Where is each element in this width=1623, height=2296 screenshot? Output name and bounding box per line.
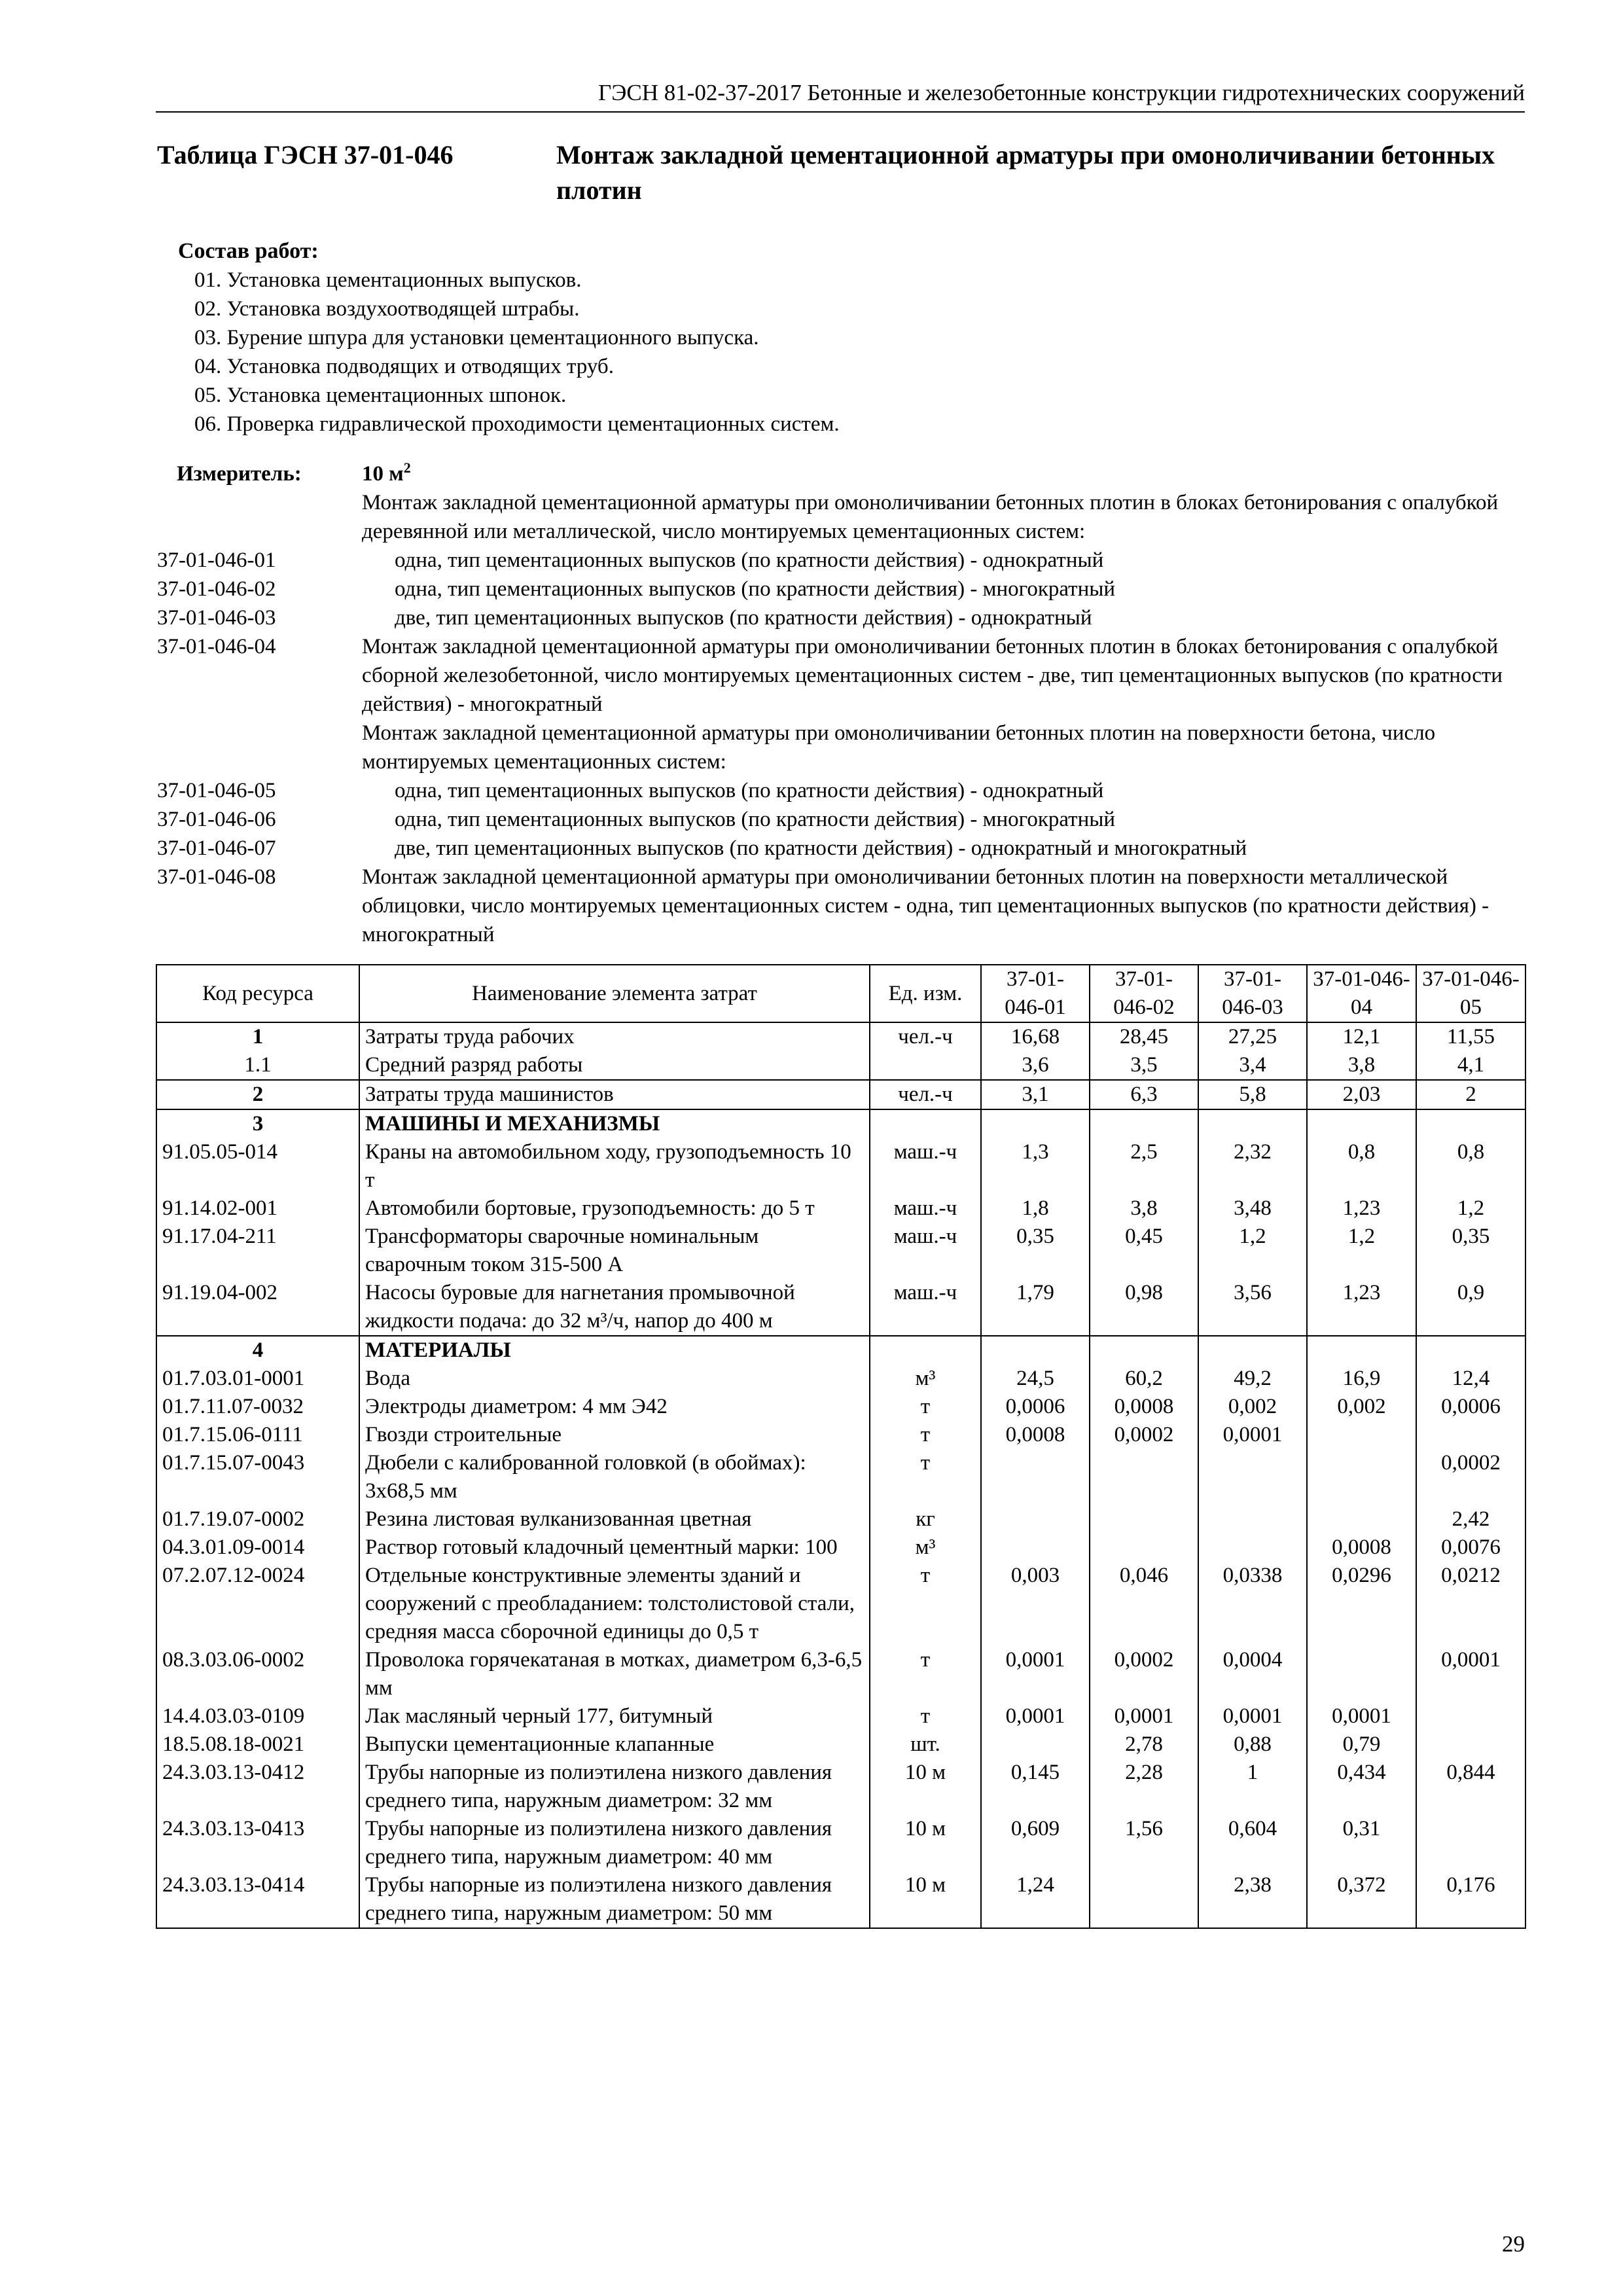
norm-value-04: 0,434 <box>1307 1759 1416 1815</box>
table-row <box>156 1731 1525 1759</box>
resource-unit: м³ <box>870 1365 981 1393</box>
norm-value-03: 2,38 <box>1198 1871 1307 1928</box>
norm-value-03: 1 <box>1198 1759 1307 1815</box>
norm-value-01: 0,003 <box>981 1562 1090 1646</box>
resource-code: 01.7.11.07-0032 <box>156 1393 359 1421</box>
resource-unit: маш.-ч <box>870 1223 981 1279</box>
resource-code: 1.1 <box>156 1051 359 1080</box>
resource-unit: т <box>870 1393 981 1421</box>
resource-name: Гвозди строительные <box>359 1421 870 1449</box>
norm-code: 37-01-046-01 <box>157 548 276 572</box>
table-body <box>156 1022 1525 1928</box>
norm-value-03 <box>1198 1534 1307 1562</box>
norm-description-row <box>157 834 1525 863</box>
norm-value-02 <box>1090 1449 1198 1505</box>
table-row <box>156 1505 1525 1534</box>
norm-value-01: 1,8 <box>981 1194 1090 1223</box>
resource-code: 01.7.19.07-0002 <box>156 1505 359 1534</box>
norm-value-01: 0,0001 <box>981 1702 1090 1731</box>
resource-code: 24.3.03.13-0412 <box>156 1759 359 1815</box>
table-row <box>156 1815 1525 1871</box>
resource-code: 01.7.15.07-0043 <box>156 1449 359 1505</box>
norm-value-05: 0,0006 <box>1416 1393 1525 1421</box>
header-code: Код ресурса <box>156 965 359 1022</box>
norm-value-02: 28,45 <box>1090 1022 1198 1051</box>
resource-code: 01.7.03.01-0001 <box>156 1365 359 1393</box>
work-composition-item: 06. Проверка гидравлической проходимости цементационных систем. <box>194 412 840 436</box>
norm-value-05: 0,0001 <box>1416 1646 1525 1702</box>
norm-value-05: 12,4 <box>1416 1365 1525 1393</box>
norm-code: 37-01-046-04 <box>157 635 276 658</box>
resource-name: Затраты труда рабочих <box>359 1022 870 1051</box>
norm-value-01: 0,0008 <box>981 1421 1090 1449</box>
resource-name: Вода <box>359 1365 870 1393</box>
norm-value-04 <box>1307 1505 1416 1534</box>
resource-unit <box>870 1051 981 1080</box>
norm-value-04: 1,2 <box>1307 1223 1416 1279</box>
table-row <box>156 1223 1525 1279</box>
table-row <box>156 1051 1525 1080</box>
norm-code: 37-01-046-03 <box>157 606 276 630</box>
resource-unit: т <box>870 1702 981 1731</box>
norm-description-text: Монтаж закладной цементационной арматуры при омоноличивании бетонных плотин в блоках бетонирования с опалубкой сборной железобетонной, число монтируемых цементационных систем - две, тип цементационных выпусков (по кратности действия) - многократный <box>362 635 1503 716</box>
table-row <box>156 1449 1525 1505</box>
norm-value-03: 0,0338 <box>1198 1562 1307 1646</box>
resource-code: 91.05.05-014 <box>156 1138 359 1194</box>
resource-name: Выпуски цементационные клапанные <box>359 1731 870 1759</box>
norm-value-01: 1,79 <box>981 1279 1090 1336</box>
norm-value-04: 3,8 <box>1307 1051 1416 1080</box>
norm-description-row <box>157 603 1525 632</box>
norm-value-02 <box>1090 1505 1198 1534</box>
norm-value-04: 1,23 <box>1307 1194 1416 1223</box>
norm-value-01 <box>981 1336 1090 1365</box>
norm-value-03: 2,32 <box>1198 1138 1307 1194</box>
norm-value-05: 0,176 <box>1416 1871 1525 1928</box>
table-row <box>156 1138 1525 1194</box>
norm-value-01 <box>981 1534 1090 1562</box>
norm-value-04: 0,0008 <box>1307 1534 1416 1562</box>
table-title: Таблица ГЭСН 37-01-046 <box>157 140 454 170</box>
norm-value-04: 1,23 <box>1307 1279 1416 1336</box>
table-row <box>156 1194 1525 1223</box>
norm-value-02: 2,5 <box>1090 1138 1198 1194</box>
table-row <box>156 1279 1525 1336</box>
norm-value-01: 0,0006 <box>981 1393 1090 1421</box>
norm-value-05: 1,2 <box>1416 1194 1525 1223</box>
resource-code: 04.3.01.09-0014 <box>156 1534 359 1562</box>
norm-value-03 <box>1198 1505 1307 1534</box>
table-row <box>156 1646 1525 1702</box>
resource-unit: маш.-ч <box>870 1194 981 1223</box>
resource-name: Электроды диаметром: 4 мм Э42 <box>359 1393 870 1421</box>
norm-description-row <box>157 805 1525 834</box>
resource-code: 18.5.08.18-0021 <box>156 1731 359 1759</box>
table-row <box>156 1393 1525 1421</box>
norm-value-05: 0,844 <box>1416 1759 1525 1815</box>
resource-unit: кг <box>870 1505 981 1534</box>
resource-name: МАТЕРИАЛЫ <box>359 1336 870 1365</box>
resource-unit: 10 м <box>870 1815 981 1871</box>
resource-unit: м³ <box>870 1534 981 1562</box>
resource-name: Резина листовая вулканизованная цветная <box>359 1505 870 1534</box>
resource-name: Отдельные конструктивные элементы зданий и сооружений с преобладанием: толстолистовой стали, средняя масса сборочной единицы до 0,5 т <box>359 1562 870 1646</box>
header-unit: Ед. изм. <box>870 965 981 1022</box>
norm-value-01: 1,24 <box>981 1871 1090 1928</box>
norm-value-04 <box>1307 1449 1416 1505</box>
resource-name: Автомобили бортовые, грузоподъемность: до 5 т <box>359 1194 870 1223</box>
norm-value-05 <box>1416 1815 1525 1871</box>
norm-value-03 <box>1198 1109 1307 1138</box>
norm-value-03: 0,604 <box>1198 1815 1307 1871</box>
norm-value-02 <box>1090 1336 1198 1365</box>
table-row <box>156 1365 1525 1393</box>
resource-code: 4 <box>156 1336 359 1365</box>
norm-value-04 <box>1307 1421 1416 1449</box>
norm-value-05: 11,55 <box>1416 1022 1525 1051</box>
norm-value-04: 12,1 <box>1307 1022 1416 1051</box>
norm-value-05: 0,9 <box>1416 1279 1525 1336</box>
resource-code: 24.3.03.13-0413 <box>156 1815 359 1871</box>
norm-value-01: 1,3 <box>981 1138 1090 1194</box>
norm-value-03: 0,002 <box>1198 1393 1307 1421</box>
work-composition-item: 01. Установка цементационных выпусков. <box>194 268 582 292</box>
meter-label: Измеритель: <box>177 462 302 486</box>
page-number: 29 <box>1502 2231 1525 2257</box>
resource-name: Лак масляный черный 177, битумный <box>359 1702 870 1731</box>
table-row <box>156 1562 1525 1646</box>
norm-value-01: 0,35 <box>981 1223 1090 1279</box>
norm-description-text: две, тип цементационных выпусков (по кратности действия) - однократный <box>395 606 1092 630</box>
resource-unit <box>870 1336 981 1365</box>
norm-value-02: 60,2 <box>1090 1365 1198 1393</box>
norm-value-05: 0,0002 <box>1416 1449 1525 1505</box>
table-row <box>156 1702 1525 1731</box>
norm-value-05: 0,8 <box>1416 1138 1525 1194</box>
table-header-row <box>156 965 1525 1022</box>
norm-code: 37-01-046-08 <box>157 865 276 889</box>
norm-value-05: 0,0076 <box>1416 1534 1525 1562</box>
work-composition-list <box>178 266 1520 439</box>
norm-value-01: 24,5 <box>981 1365 1090 1393</box>
norm-value-02 <box>1090 1534 1198 1562</box>
norm-value-02: 0,0002 <box>1090 1646 1198 1702</box>
norm-value-03: 0,0001 <box>1198 1702 1307 1731</box>
norm-value-03: 0,88 <box>1198 1731 1307 1759</box>
norm-value-05: 0,0212 <box>1416 1562 1525 1646</box>
header-name: Наименование элемента затрат <box>359 965 870 1022</box>
table-row <box>156 1421 1525 1449</box>
norm-value-01 <box>981 1109 1090 1138</box>
norm-description-text: Монтаж закладной цементационной арматуры при омоноличивании бетонных плотин в блоках бетонирования с опалубкой деревянной или металлической, число монтируемых цементационных систем: <box>362 491 1499 543</box>
resource-code: 24.3.03.13-0414 <box>156 1871 359 1928</box>
table-row <box>156 1534 1525 1562</box>
resource-name: Краны на автомобильном ходу, грузоподъемность 10 т <box>359 1138 870 1194</box>
table-section-row <box>156 1109 1525 1138</box>
resource-code: 14.4.03.03-0109 <box>156 1702 359 1731</box>
norm-value-03: 0,0004 <box>1198 1646 1307 1702</box>
norm-value-04: 0,0296 <box>1307 1562 1416 1646</box>
resource-name: Трубы напорные из полиэтилена низкого давления среднего типа, наружным диаметром: 32 мм <box>359 1759 870 1815</box>
resource-code: 91.17.04-211 <box>156 1223 359 1279</box>
norm-value-02 <box>1090 1871 1198 1928</box>
resource-code: 3 <box>156 1109 359 1138</box>
norm-value-01 <box>981 1449 1090 1505</box>
resource-unit: т <box>870 1449 981 1505</box>
norm-value-01 <box>981 1505 1090 1534</box>
norm-code: 37-01-046-05 <box>157 779 276 802</box>
resource-name: Трубы напорные из полиэтилена низкого давления среднего типа, наружным диаметром: 50 мм <box>359 1871 870 1928</box>
work-composition-item: 02. Установка воздухоотводящей штрабы. <box>194 297 580 321</box>
norm-value-03: 3,4 <box>1198 1051 1307 1080</box>
norm-value-05 <box>1416 1336 1525 1365</box>
norm-value-01 <box>981 1731 1090 1759</box>
norm-value-01: 0,145 <box>981 1759 1090 1815</box>
norm-description-text: одна, тип цементационных выпусков (по кратности действия) - многократный <box>395 808 1116 831</box>
norm-value-02: 1,56 <box>1090 1815 1198 1871</box>
resource-unit: маш.-ч <box>870 1279 981 1336</box>
norm-description-row <box>157 863 1525 949</box>
norm-value-04: 0,002 <box>1307 1393 1416 1421</box>
norm-value-01: 16,68 <box>981 1022 1090 1051</box>
norm-description-text: две, тип цементационных выпусков (по кратности действия) - однократный и многократный <box>395 836 1247 860</box>
header-norm-02: 37-01-046-02 <box>1090 965 1198 1022</box>
meter-row <box>157 459 1525 488</box>
norm-value-04: 0,0001 <box>1307 1702 1416 1731</box>
resource-name: Трансформаторы сварочные номинальным сварочным током 315-500 А <box>359 1223 870 1279</box>
resource-unit: чел.-ч <box>870 1080 981 1109</box>
norm-value-04: 2,03 <box>1307 1080 1416 1109</box>
work-composition-item: 03. Бурение шпура для установки цементационного выпуска. <box>194 326 759 350</box>
norm-value-02 <box>1090 1109 1198 1138</box>
norm-description-row <box>157 575 1525 603</box>
norm-value-02: 0,046 <box>1090 1562 1198 1646</box>
norm-value-03: 49,2 <box>1198 1365 1307 1393</box>
resource-unit: т <box>870 1646 981 1702</box>
norm-value-04: 0,8 <box>1307 1138 1416 1194</box>
norm-value-02: 3,8 <box>1090 1194 1198 1223</box>
resource-name: Раствор готовый кладочный цементный марки: 100 <box>359 1534 870 1562</box>
resource-unit: т <box>870 1421 981 1449</box>
norm-value-02: 0,98 <box>1090 1279 1198 1336</box>
resource-name: Трубы напорные из полиэтилена низкого давления среднего типа, наружным диаметром: 40 мм <box>359 1815 870 1871</box>
norm-description-row <box>157 488 1525 546</box>
norm-value-02: 0,45 <box>1090 1223 1198 1279</box>
norm-value-03: 0,0001 <box>1198 1421 1307 1449</box>
norm-description-row <box>157 546 1525 575</box>
norm-description-text: одна, тип цементационных выпусков (по кратности действия) - многократный <box>395 577 1116 601</box>
norm-description-text: Монтаж закладной цементационной арматуры при омоноличивании бетонных плотин на поверхности бетона, число монтируемых цементационных систем: <box>362 721 1436 774</box>
norm-value-04 <box>1307 1109 1416 1138</box>
norm-value-04: 0,31 <box>1307 1815 1416 1871</box>
resource-code: 1 <box>156 1022 359 1051</box>
resource-unit: 10 м <box>870 1871 981 1928</box>
norm-description-text: одна, тип цементационных выпусков (по кратности действия) - однократный <box>395 548 1104 572</box>
table-section-row <box>156 1336 1525 1365</box>
norm-value-02: 0,0008 <box>1090 1393 1198 1421</box>
resource-table <box>156 964 1526 1929</box>
header-norm-05: 37-01-046-05 <box>1416 965 1525 1022</box>
norm-value-05: 0,35 <box>1416 1223 1525 1279</box>
norm-value-04: 0,372 <box>1307 1871 1416 1928</box>
resource-code: 08.3.03.06-0002 <box>156 1646 359 1702</box>
norm-value-02: 6,3 <box>1090 1080 1198 1109</box>
norm-value-02: 3,5 <box>1090 1051 1198 1080</box>
norm-value-04 <box>1307 1646 1416 1702</box>
norm-value-02: 0,0001 <box>1090 1702 1198 1731</box>
resource-name: Проволока горячекатаная в мотках, диаметром 6,3-6,5 мм <box>359 1646 870 1702</box>
resource-code: 01.7.15.06-0111 <box>156 1421 359 1449</box>
running-header: ГЭСН 81-02-37-2017 Бетонные и железобетонные конструкции гидротехнических сооружений <box>156 73 1525 113</box>
table-row <box>156 1871 1525 1928</box>
norm-value-03: 3,56 <box>1198 1279 1307 1336</box>
norm-value-04: 16,9 <box>1307 1365 1416 1393</box>
table-row <box>156 1759 1525 1815</box>
header-norm-01: 37-01-046-01 <box>981 965 1090 1022</box>
norm-code: 37-01-046-02 <box>157 577 276 601</box>
norm-description-row <box>157 719 1525 776</box>
norm-description-row <box>157 632 1525 719</box>
resource-name: Насосы буровые для нагнетания промывочной жидкости подача: до 32 м³/ч, напор до 400 м <box>359 1279 870 1336</box>
table-row <box>156 1022 1525 1051</box>
norm-value-01: 0,609 <box>981 1815 1090 1871</box>
norm-value-05: 2,42 <box>1416 1505 1525 1534</box>
norm-value-03: 3,48 <box>1198 1194 1307 1223</box>
resource-unit: чел.-ч <box>870 1022 981 1051</box>
header-norm-03: 37-01-046-03 <box>1198 965 1307 1022</box>
resource-unit: маш.-ч <box>870 1138 981 1194</box>
resource-name: Дюбели с калиброванной головкой (в обоймах): 3х68,5 мм <box>359 1449 870 1505</box>
norm-value-03 <box>1198 1336 1307 1365</box>
norm-value-02: 2,28 <box>1090 1759 1198 1815</box>
table-name: Монтаж закладной цементационной арматуры при омоноличивании бетонных плотин <box>556 140 1495 205</box>
resource-name: Затраты труда машинистов <box>359 1080 870 1109</box>
resource-unit: т <box>870 1562 981 1646</box>
norm-value-01: 3,1 <box>981 1080 1090 1109</box>
norm-description-text: одна, тип цементационных выпусков (по кратности действия) - однократный <box>395 779 1104 802</box>
norm-code: 37-01-046-06 <box>157 808 276 831</box>
norm-value-03: 5,8 <box>1198 1080 1307 1109</box>
norm-value-01: 0,0001 <box>981 1646 1090 1702</box>
resource-code: 07.2.07.12-0024 <box>156 1562 359 1646</box>
resource-code: 2 <box>156 1080 359 1109</box>
norm-value-05 <box>1416 1731 1525 1759</box>
work-composition-item: 04. Установка подводящих и отводящих труб. <box>194 355 614 378</box>
norm-description-text: Монтаж закладной цементационной арматуры при омоноличивании бетонных плотин на поверхности металлической облицовки, число монтируемых цементационных систем - одна, тип цементационных выпусков (по кратности действия) - многократный <box>362 865 1489 946</box>
work-composition-item: 05. Установка цементационных шпонок. <box>194 384 567 407</box>
resource-name: МАШИНЫ И МЕХАНИЗМЫ <box>359 1109 870 1138</box>
table-row <box>156 1080 1525 1109</box>
resource-unit: шт. <box>870 1731 981 1759</box>
norm-value-02: 2,78 <box>1090 1731 1198 1759</box>
norm-value-01: 3,6 <box>981 1051 1090 1080</box>
norm-value-05 <box>1416 1109 1525 1138</box>
norm-value-05 <box>1416 1702 1525 1731</box>
norm-value-02: 0,0002 <box>1090 1421 1198 1449</box>
norm-value-03 <box>1198 1449 1307 1505</box>
work-composition-heading: Состав работ: <box>178 239 319 263</box>
resource-unit: 10 м <box>870 1759 981 1815</box>
norm-value-05: 2 <box>1416 1080 1525 1109</box>
norm-value-05: 4,1 <box>1416 1051 1525 1080</box>
norm-descriptions <box>157 488 1525 949</box>
norm-value-03: 27,25 <box>1198 1022 1307 1051</box>
meter-value: 10 $м^2$ <box>362 459 411 486</box>
norm-value-04: 0,79 <box>1307 1731 1416 1759</box>
header-norm-04: 37-01-046-04 <box>1307 965 1416 1022</box>
norm-code: 37-01-046-07 <box>157 836 276 860</box>
resource-code: 91.14.02-001 <box>156 1194 359 1223</box>
resource-code: 91.19.04-002 <box>156 1279 359 1336</box>
norm-value-05 <box>1416 1421 1525 1449</box>
norm-description-row <box>157 776 1525 805</box>
work-composition <box>178 237 1520 439</box>
resource-unit <box>870 1109 981 1138</box>
norm-value-03: 1,2 <box>1198 1223 1307 1279</box>
meter-block <box>157 459 1525 949</box>
resource-name: Средний разряд работы <box>359 1051 870 1080</box>
norm-value-04 <box>1307 1336 1416 1365</box>
